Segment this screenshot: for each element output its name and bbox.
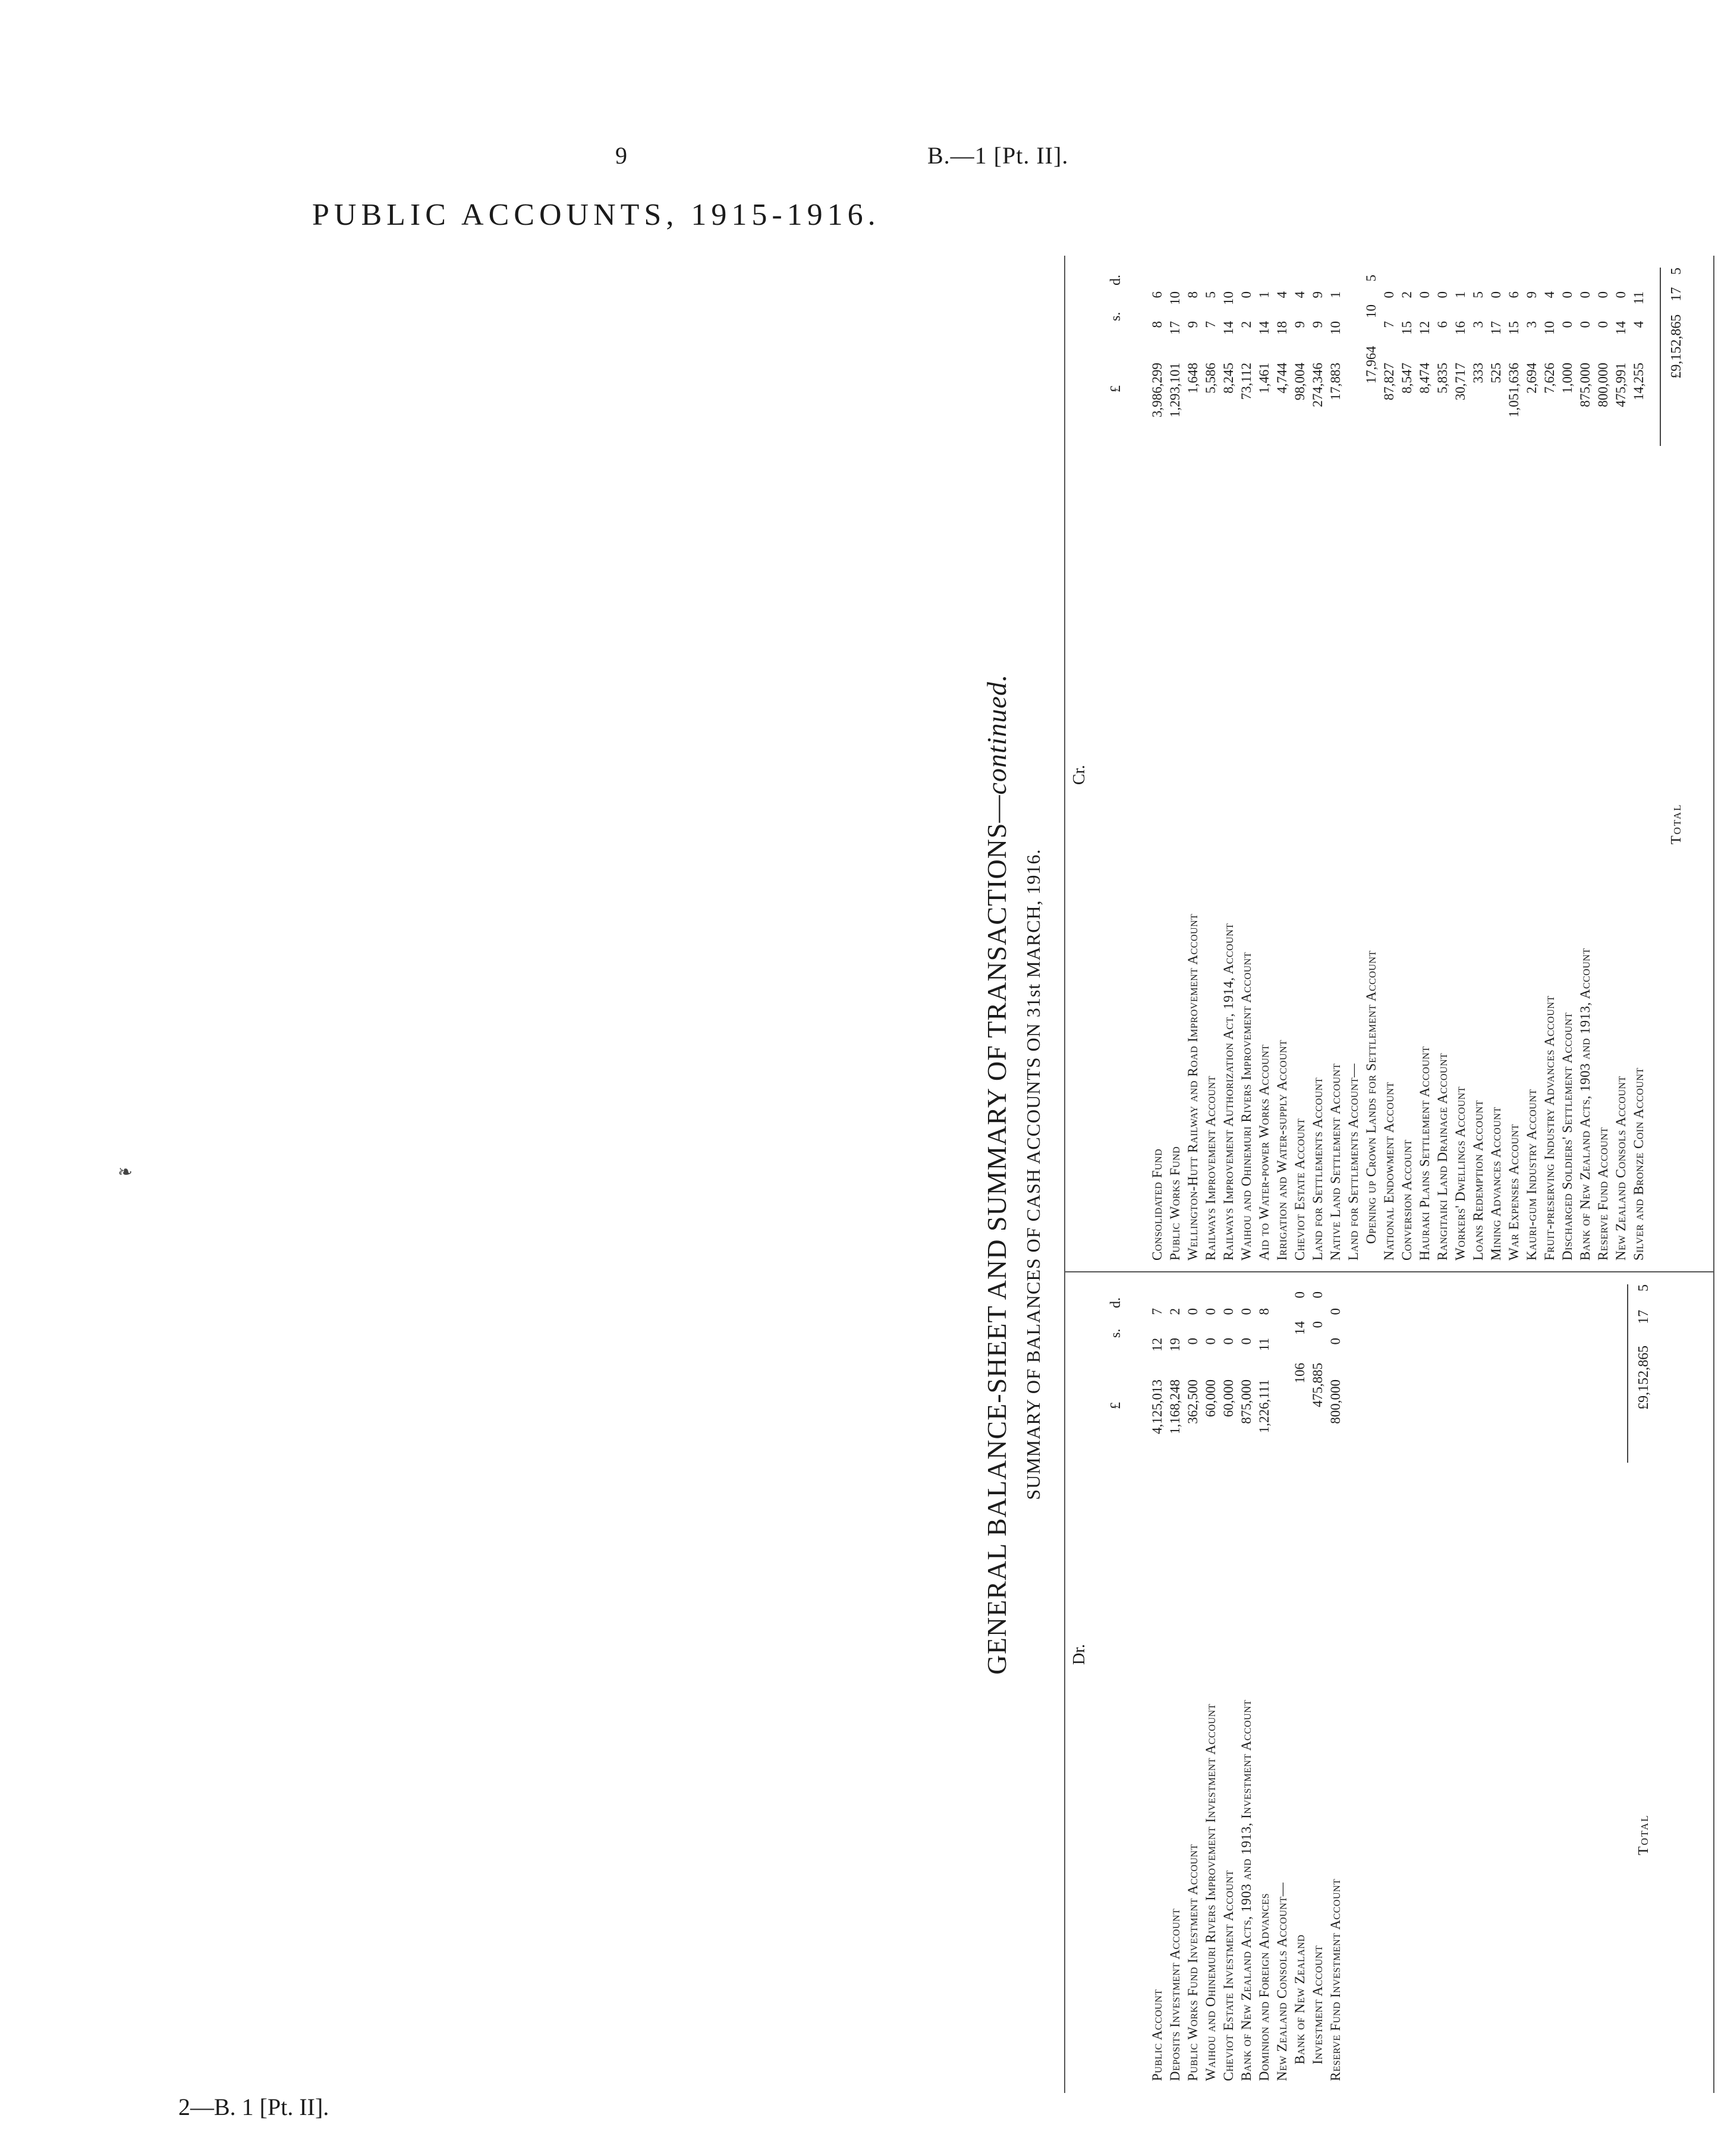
credit-row-label: Native Land Settlement Account <box>1328 1063 1343 1261</box>
debit-amount-pence: 2 <box>1168 1308 1182 1315</box>
credit-row-label: National Endowment Account <box>1382 1082 1396 1261</box>
credit-row-label: Land for Settlements Account <box>1310 1077 1325 1261</box>
credit-amount-shillings: 14 <box>1257 321 1272 335</box>
credit-amount-pence: 1 <box>1453 291 1468 298</box>
credit-amount-shillings: 12 <box>1417 321 1432 335</box>
credit-row-label: Public Works Fund <box>1168 1146 1182 1261</box>
credit-row <box>1505 275 1523 1261</box>
credit-row <box>1594 275 1612 1261</box>
sheet-title-main: GENERAL BALANCE-SHEET AND SUMMARY OF TRANSACTIONS— <box>981 794 1012 1675</box>
credit-row-amount <box>1417 291 1433 488</box>
credit-amount-pence: 1 <box>1328 291 1343 298</box>
credit-row <box>1559 275 1577 1261</box>
debit-amount-shillings: 0 <box>1185 1338 1200 1345</box>
credit-amount-shillings: 2 <box>1239 321 1254 328</box>
credit-amount-pounds: 1,051,636 <box>1506 363 1521 417</box>
debit-row <box>1273 1291 1291 2081</box>
credit-amount-pence: 6 <box>1150 291 1165 298</box>
credit-rows <box>1149 275 1648 1261</box>
debit-amount-pence: 0 <box>1221 1308 1236 1315</box>
credit-amount-pounds: 14,255 <box>1631 363 1646 401</box>
debit-amount-shillings: 0 <box>1310 1321 1325 1328</box>
credit-amount-pence: 0 <box>1417 291 1432 298</box>
credit-amount-pounds: 333 <box>1471 363 1486 384</box>
credit-row-label: War Expenses Account <box>1506 1124 1521 1261</box>
credit-amount-pounds: 5,835 <box>1435 363 1450 394</box>
credit-row-amount <box>1506 291 1522 488</box>
credit-total-shillings: 17 <box>1669 287 1684 301</box>
credit-amount-pence: 5 <box>1471 291 1486 298</box>
credit-amount-pounds: 1,648 <box>1185 363 1200 394</box>
debit-amount-pence: 0 <box>1203 1308 1218 1315</box>
credit-amount-pounds: 8,474 <box>1417 363 1432 394</box>
credit-row-amount <box>1399 291 1415 488</box>
debit-row-label: Bank of New Zealand Acts, 1903 and 1913, Investment Account <box>1239 1699 1254 2081</box>
credit-total-rule <box>1660 268 1661 446</box>
sheet-title <box>981 256 1012 2093</box>
credit-row-amount <box>1185 291 1201 488</box>
credit-row <box>1256 275 1273 1261</box>
debit-total-pence: 5 <box>1636 1284 1651 1291</box>
credit-total-row <box>1669 268 1685 1261</box>
credit-amount-shillings: 10 <box>1328 321 1343 335</box>
credit-heading: Cr. <box>1070 765 1088 785</box>
credit-total-pence: 5 <box>1669 268 1684 275</box>
credit-row-amount <box>1489 291 1504 488</box>
debit-heading: Dr. <box>1070 1644 1088 1665</box>
credit-amount-pounds: 475,991 <box>1613 363 1628 407</box>
credit-amount-pence: 10 <box>1221 291 1236 305</box>
credit-amount-shillings: 3 <box>1524 321 1539 328</box>
credit-amount-pounds: 3,986,299 <box>1150 363 1165 417</box>
debit-row-amount <box>1257 1308 1272 1475</box>
credit-row-amount <box>1275 291 1290 488</box>
debit-row <box>1238 1291 1256 2081</box>
credit-row <box>1487 275 1505 1261</box>
credit-amount-shillings: 9 <box>1292 321 1307 328</box>
credit-amount-pounds: 1,293,101 <box>1168 363 1182 417</box>
credit-amount-pence: 9 <box>1310 291 1325 298</box>
debit-row-label: Deposits Investment Account <box>1168 1908 1182 2081</box>
credit-row-amount <box>1524 291 1540 488</box>
debit-shillings-header: s. <box>1108 1328 1124 1338</box>
credit-amount-shillings: 18 <box>1275 321 1289 335</box>
credit-row-label: Opening up Crown Lands for Settlement Account <box>1364 950 1379 1244</box>
debit-total-row <box>1636 1284 1652 2081</box>
debit-rows <box>1149 1291 1345 2081</box>
debit-amount-shillings: 0 <box>1328 1338 1343 1345</box>
credit-row-label: Hauraki Plains Settlement Account <box>1417 1046 1432 1261</box>
debit-amount-shillings: 19 <box>1168 1338 1182 1352</box>
credit-amount-shillings: 10 <box>1542 321 1557 335</box>
credit-amount-shillings: 0 <box>1596 321 1610 328</box>
credit-row <box>1220 275 1238 1261</box>
credit-amount-pounds: 1,461 <box>1257 363 1272 394</box>
credit-side <box>1064 256 1714 1272</box>
ink-mark: ❧ <box>118 1162 133 1182</box>
credit-row <box>1309 275 1327 1261</box>
credit-amount-pounds: 274,346 <box>1310 363 1325 407</box>
balance-sheet <box>981 256 1718 2093</box>
debit-amount-shillings: 11 <box>1257 1338 1272 1352</box>
credit-row-label: Loans Redemption Account <box>1471 1099 1486 1261</box>
debit-row-amount <box>1292 1291 1308 1458</box>
credit-amount-pounds: 800,000 <box>1596 363 1610 407</box>
credit-row-amount <box>1453 291 1468 488</box>
debit-total-label: Total <box>1636 1814 1651 1855</box>
credit-row-label: Railways Improvement Authorization Act, 1914, Account <box>1221 923 1236 1261</box>
credit-row-label: Cheviot Estate Account <box>1292 1118 1307 1261</box>
credit-amount-pence: 1 <box>1257 291 1272 298</box>
credit-row-label: Railways Improvement Account <box>1203 1076 1218 1261</box>
page-title: PUBLIC ACCOUNTS, 1915-1916. <box>312 198 880 232</box>
credit-row <box>1149 275 1166 1261</box>
credit-row <box>1577 275 1594 1261</box>
debit-amount-pence: 0 <box>1328 1308 1343 1315</box>
credit-amount-shillings: 7 <box>1203 321 1218 328</box>
debit-amount-shillings: 0 <box>1203 1338 1218 1345</box>
credit-amount-pounds: 2,694 <box>1524 363 1539 394</box>
credit-row-label: Waihou and Ohinemuri Rivers Improvement Account <box>1239 951 1254 1261</box>
credit-row <box>1327 275 1345 1261</box>
credit-row-label: Mining Advances Account <box>1489 1107 1503 1261</box>
debit-total-shillings: 17 <box>1636 1309 1651 1324</box>
credit-row-amount <box>1631 291 1647 488</box>
credit-row-amount <box>1203 291 1219 488</box>
credit-row-label: Discharged Soldiers' Settlement Account <box>1560 1012 1575 1261</box>
debit-row-amount <box>1221 1308 1236 1475</box>
debit-row-label: Reserve Fund Investment Account <box>1328 1878 1343 2081</box>
credit-row <box>1166 275 1184 1261</box>
credit-amount-shillings: 17 <box>1168 321 1182 335</box>
credit-amount-shillings: 15 <box>1399 321 1414 335</box>
debit-amount-pence: 8 <box>1257 1308 1272 1315</box>
credit-shillings-header: s. <box>1108 312 1124 321</box>
debit-amount-pence: 0 <box>1185 1308 1200 1315</box>
credit-row-amount <box>1221 291 1236 488</box>
credit-amount-shillings: 14 <box>1221 321 1236 335</box>
credit-amount-shillings: 9 <box>1185 321 1200 328</box>
page-number: 9 <box>615 142 627 169</box>
credit-amount-shillings: 9 <box>1310 321 1325 328</box>
credit-amount-pence: 2 <box>1399 291 1414 298</box>
debit-amount-shillings: 12 <box>1150 1338 1165 1352</box>
credit-amount-pence: 4 <box>1542 291 1557 298</box>
debit-amount-pounds: 106 <box>1292 1363 1307 1384</box>
credit-amount-shillings: 8 <box>1150 321 1165 328</box>
credit-amount-pounds: 87,827 <box>1382 363 1396 401</box>
credit-row-label: Wellington-Hutt Railway and Road Improvement Account <box>1185 913 1200 1261</box>
credit-row-amount <box>1542 291 1557 488</box>
credit-amount-pence: 0 <box>1382 291 1396 298</box>
debit-amount-pounds: 362,500 <box>1185 1379 1200 1424</box>
debit-row-label: Waihou and Ohinemuri Rivers Improvement Investment Account <box>1203 1704 1218 2081</box>
debit-total-rule <box>1627 1284 1628 1463</box>
debit-total-pounds: £9,152,865 <box>1636 1345 1651 1410</box>
debit-row-label: Investment Account <box>1310 1945 1325 2064</box>
credit-row-label: Bank of New Zealand Acts, 1903 and 1913, Account <box>1578 948 1593 1261</box>
credit-amount-pounds: 5,586 <box>1203 363 1218 394</box>
debit-pounds-header: £ <box>1108 1402 1124 1409</box>
credit-row-amount <box>1364 275 1379 471</box>
credit-row-amount <box>1239 291 1254 488</box>
credit-amount-pounds: 875,000 <box>1578 363 1593 407</box>
document-reference: B.—1 [Pt. II]. <box>927 142 1069 169</box>
credit-row-label: Irrigation and Water-supply Account <box>1275 1039 1289 1261</box>
credit-amount-pence: 0 <box>1560 291 1575 298</box>
credit-row <box>1630 275 1648 1261</box>
credit-total-label: Total <box>1669 803 1684 844</box>
credit-row-amount <box>1596 291 1611 488</box>
debit-amount-shillings: 0 <box>1221 1338 1236 1345</box>
credit-amount-shillings: 6 <box>1435 321 1450 328</box>
credit-amount-pence: 0 <box>1613 291 1628 298</box>
debit-row-label: Public Works Fund Investment Account <box>1185 1844 1200 2081</box>
credit-amount-pence: 5 <box>1364 275 1379 282</box>
debit-row-amount <box>1150 1308 1165 1475</box>
debit-amount-pounds: 475,885 <box>1310 1363 1325 1407</box>
credit-amount-pence: 11 <box>1631 291 1646 305</box>
credit-amount-shillings: 15 <box>1506 321 1521 335</box>
debit-row-label: Cheviot Estate Investment Account <box>1221 1869 1236 2081</box>
credit-amount-pence: 4 <box>1292 291 1307 298</box>
debit-amount-pounds: 800,000 <box>1328 1379 1343 1424</box>
credit-amount-pence: 8 <box>1185 291 1200 298</box>
credit-amount-shillings: 4 <box>1631 321 1646 328</box>
credit-total-pounds: £9,152,865 <box>1669 314 1684 379</box>
credit-row-amount <box>1382 291 1397 488</box>
credit-pence-header: d. <box>1108 275 1124 285</box>
debit-amount-pounds: 875,000 <box>1239 1379 1254 1424</box>
credit-amount-pounds: 73,112 <box>1239 363 1254 400</box>
footer-reference: 2—B. 1 [Pt. II]. <box>178 2094 329 2120</box>
credit-amount-pounds: 17,883 <box>1328 363 1343 401</box>
debit-row <box>1184 1291 1202 2081</box>
debit-amount-pence: 0 <box>1239 1308 1254 1315</box>
credit-amount-shillings: 0 <box>1578 321 1593 328</box>
credit-amount-pence: 0 <box>1435 291 1450 298</box>
debit-row <box>1327 1291 1345 2081</box>
credit-amount-pounds: 30,717 <box>1453 363 1468 401</box>
credit-row-amount <box>1292 291 1308 488</box>
debit-row-amount <box>1185 1308 1201 1475</box>
credit-row <box>1363 275 1380 1261</box>
credit-pounds-header: £ <box>1108 385 1124 392</box>
credit-row-amount <box>1150 291 1165 488</box>
credit-amount-pence: 6 <box>1506 291 1521 298</box>
debit-side <box>1064 1271 1714 2093</box>
credit-row-label: Workers' Dwellings Account <box>1453 1086 1468 1261</box>
debit-amount-shillings: 14 <box>1292 1321 1307 1335</box>
credit-amount-pounds: 4,744 <box>1275 363 1289 394</box>
credit-row-label: Rangitaiki Land Drainage Account <box>1435 1052 1450 1261</box>
credit-amount-pounds: 98,004 <box>1292 363 1307 401</box>
debit-row <box>1166 1291 1184 2081</box>
credit-row-label: Land for Settlements Account— <box>1346 1063 1361 1261</box>
credit-amount-shillings: 3 <box>1471 321 1486 328</box>
credit-amount-pounds: 8,547 <box>1399 363 1414 394</box>
debit-amount-pounds: 4,125,013 <box>1150 1379 1165 1434</box>
credit-row-label: New Zealand Consols Account <box>1613 1076 1628 1261</box>
credit-row-amount <box>1578 291 1593 488</box>
debit-amount-shillings: 0 <box>1239 1338 1254 1345</box>
credit-row-amount <box>1560 291 1575 488</box>
debit-amount-pounds: 1,168,248 <box>1168 1379 1182 1434</box>
debit-row-label: New Zealand Consols Account— <box>1275 1882 1289 2081</box>
credit-row-amount <box>1435 291 1450 488</box>
credit-row <box>1416 275 1434 1261</box>
credit-row <box>1523 275 1541 1261</box>
debit-row-label: Dominion and Foreign Advances <box>1257 1893 1272 2081</box>
credit-row <box>1470 275 1487 1261</box>
debit-row <box>1309 1291 1327 2081</box>
credit-amount-pounds: 1,000 <box>1560 363 1575 394</box>
credit-amount-pence: 10 <box>1168 291 1182 305</box>
debit-row <box>1291 1291 1309 2081</box>
debit-row <box>1202 1291 1220 2081</box>
debit-row <box>1149 1291 1166 2081</box>
credit-row-label: Consolidated Fund <box>1150 1148 1165 1261</box>
credit-amount-shillings: 10 <box>1364 304 1379 318</box>
debit-amount-pence: 7 <box>1150 1308 1165 1315</box>
credit-amount-shillings: 14 <box>1613 321 1628 335</box>
debit-row-label: Bank of New Zealand <box>1292 1934 1307 2064</box>
debit-row <box>1256 1291 1273 2081</box>
credit-row-amount <box>1328 291 1343 488</box>
credit-row <box>1612 275 1630 1261</box>
credit-amount-shillings: 0 <box>1560 321 1575 328</box>
credit-row-amount <box>1613 291 1629 488</box>
credit-amount-shillings: 7 <box>1382 321 1396 328</box>
credit-amount-shillings: 16 <box>1453 321 1468 335</box>
debit-amount-pounds: 60,000 <box>1203 1379 1218 1418</box>
credit-row-label: Kauri-gum Industry Account <box>1524 1089 1539 1261</box>
credit-amount-pence: 9 <box>1524 291 1539 298</box>
debit-row-amount <box>1310 1291 1326 1458</box>
credit-amount-pence: 0 <box>1578 291 1593 298</box>
debit-amount-pence: 0 <box>1292 1291 1307 1299</box>
credit-row-label: Fruit-preserving Industry Advances Account <box>1542 995 1557 1261</box>
credit-row <box>1452 275 1470 1261</box>
credit-row-label: Silver and Bronze Coin Account <box>1631 1067 1646 1261</box>
credit-amount-pence: 0 <box>1489 291 1503 298</box>
debit-row-amount <box>1239 1308 1254 1475</box>
credit-row-label: Aid to Water-power Works Account <box>1257 1044 1272 1261</box>
credit-row-label: Conversion Account <box>1399 1139 1414 1261</box>
credit-amount-pounds: 8,245 <box>1221 363 1236 394</box>
credit-row <box>1202 275 1220 1261</box>
credit-amount-pounds: 7,626 <box>1542 363 1557 394</box>
sheet-subtitle: SUMMARY OF BALANCES OF CASH ACCOUNTS ON 31st MARCH, 1916. <box>1022 848 1044 1500</box>
credit-amount-pence: 0 <box>1596 291 1610 298</box>
credit-row-amount <box>1471 291 1486 488</box>
debit-amount-pounds: 1,226,111 <box>1257 1379 1272 1434</box>
debit-amount-pence: 0 <box>1310 1291 1325 1299</box>
credit-row <box>1184 275 1202 1261</box>
credit-amount-shillings: 17 <box>1489 321 1503 335</box>
debit-pence-header: d. <box>1108 1297 1124 1308</box>
credit-row <box>1380 275 1398 1261</box>
credit-row <box>1434 275 1452 1261</box>
debit-row-amount <box>1168 1308 1183 1475</box>
credit-amount-pence: 0 <box>1239 291 1254 298</box>
debit-row <box>1220 1291 1238 2081</box>
sheet-title-suffix: continued. <box>981 674 1012 795</box>
credit-row <box>1541 275 1559 1261</box>
credit-row <box>1398 275 1416 1261</box>
credit-amount-pence: 4 <box>1275 291 1289 298</box>
debit-row-amount <box>1203 1308 1219 1475</box>
credit-row <box>1291 275 1309 1261</box>
credit-row-label: Reserve Fund Account <box>1596 1127 1610 1261</box>
credit-row-amount <box>1310 291 1326 488</box>
credit-row-amount <box>1168 291 1183 488</box>
credit-row-amount <box>1257 291 1272 488</box>
debit-row-label: Public Account <box>1150 1989 1165 2081</box>
credit-row <box>1345 275 1363 1261</box>
credit-amount-pounds: 525 <box>1489 363 1503 384</box>
credit-amount-pounds: 17,964 <box>1364 346 1379 384</box>
credit-amount-pence: 5 <box>1203 291 1218 298</box>
debit-row-amount <box>1328 1308 1343 1475</box>
debit-amount-pounds: 60,000 <box>1221 1379 1236 1418</box>
credit-row <box>1238 275 1256 1261</box>
credit-row <box>1273 275 1291 1261</box>
